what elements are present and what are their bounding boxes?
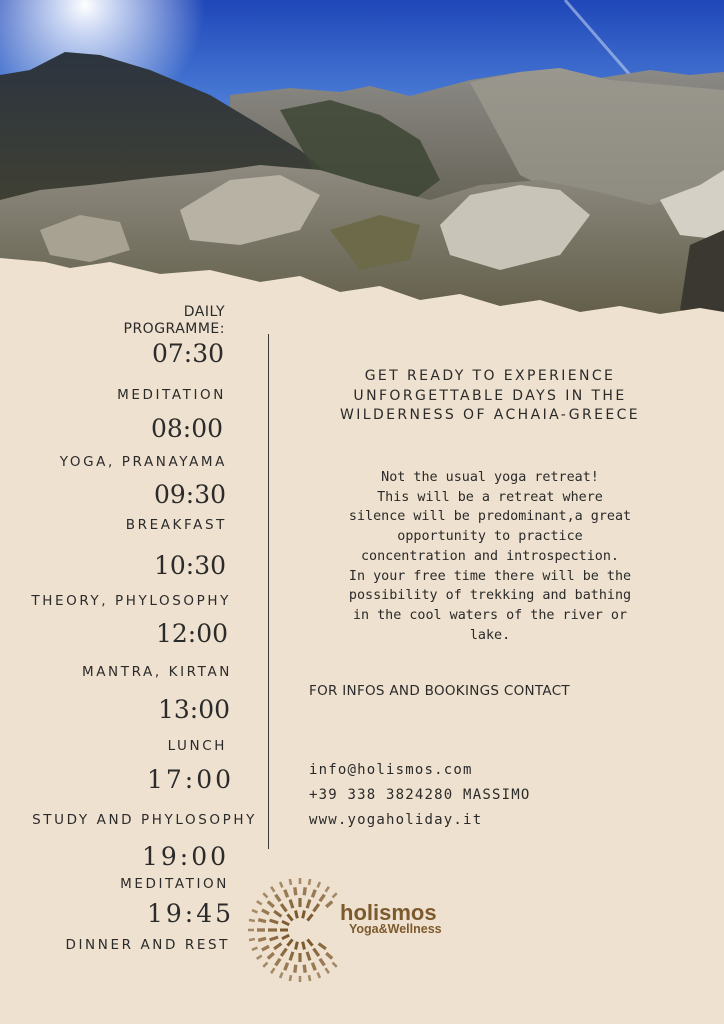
programme-title-line2: PROGRAMME: xyxy=(123,321,225,337)
description-line: In your free time there will be the xyxy=(348,568,632,584)
schedule-time: 19:00 xyxy=(141,842,229,871)
logo-ray xyxy=(285,890,288,897)
logo-ray xyxy=(271,968,274,973)
logo-ray xyxy=(307,900,310,909)
logo-ray xyxy=(281,949,286,956)
logo-ray xyxy=(320,959,325,966)
logo-ray xyxy=(290,975,291,981)
logo-ray xyxy=(307,914,312,920)
schedule-activity: MEDITATION xyxy=(120,876,229,892)
logo-ray xyxy=(290,900,293,909)
logo-ray xyxy=(262,910,269,914)
logo-ray xyxy=(318,973,320,979)
programme-title xyxy=(110,304,225,338)
logo-ray xyxy=(296,911,298,919)
programme-title-line1: DAILY xyxy=(183,304,225,320)
description-line: This will be a retreat where xyxy=(377,489,603,505)
schedule-activity: DINNER AND REST xyxy=(65,937,230,953)
logo-ray xyxy=(282,935,289,938)
logo-ray xyxy=(258,938,266,940)
logo-ray xyxy=(270,937,279,940)
schedule-time: 13:00 xyxy=(157,695,230,724)
headline-line: WILDERNESS OF ACHAIA-GREECE xyxy=(339,407,641,423)
logo-ray xyxy=(309,975,310,981)
description-line: lake. xyxy=(469,627,511,643)
schedule-time: 17:00 xyxy=(146,765,234,794)
logo-ray xyxy=(276,959,281,966)
logo-ray xyxy=(249,920,255,921)
logo-ray xyxy=(280,973,282,979)
logo-ray xyxy=(296,942,298,950)
description-line: in the cool waters of the river or xyxy=(352,607,628,623)
logo-ray xyxy=(295,965,296,973)
logo-ray xyxy=(309,879,310,885)
retreat-description xyxy=(300,468,680,645)
logo-ray xyxy=(303,911,305,919)
logo-ray xyxy=(276,895,281,902)
logo-ray xyxy=(270,920,279,923)
logo-ray xyxy=(333,893,337,897)
logo-ray xyxy=(282,921,289,924)
logo-ray xyxy=(312,890,315,897)
schedule-activity: MEDITATION xyxy=(117,387,226,403)
logo-ray xyxy=(288,939,293,945)
logo-ray xyxy=(307,939,312,945)
logo-ray xyxy=(333,963,337,967)
schedule-activity: BREAKFAST xyxy=(125,517,227,533)
logo-ray xyxy=(326,887,329,892)
headline xyxy=(300,367,680,426)
logo-ray xyxy=(326,901,332,906)
logo-ray xyxy=(252,948,258,950)
logo-ray xyxy=(290,879,291,885)
brand-name: holismos xyxy=(340,900,437,925)
logo-ray xyxy=(314,904,319,911)
logo-ray xyxy=(252,910,258,912)
schedule-activity: YOGA, PRANAYAMA xyxy=(59,454,227,470)
logo-ray xyxy=(281,904,286,911)
logo-ray xyxy=(268,901,274,906)
schedule-time: 08:00 xyxy=(150,414,223,443)
description-line: concentration and introspection. xyxy=(361,548,619,564)
contact-website-link[interactable]: www.yogaholiday.it xyxy=(309,812,483,828)
contact-phone-link[interactable]: +39 338 3824280 MASSIMO xyxy=(309,787,531,803)
logo-ray xyxy=(288,914,293,920)
logo-ray xyxy=(285,963,288,970)
schedule-time: 09:30 xyxy=(153,480,226,509)
logo-ray xyxy=(303,942,305,950)
brand-tagline: Yoga&Wellness xyxy=(349,922,442,936)
schedule-activity: LUNCH xyxy=(167,738,227,754)
logo-ray xyxy=(304,887,305,895)
headline-line: UNFORGETTABLE DAYS IN THE xyxy=(353,387,627,404)
column-divider xyxy=(268,334,269,849)
logo-ray xyxy=(274,911,281,916)
contact-heading: FOR INFOS AND BOOKINGS CONTACT xyxy=(309,683,570,699)
logo-ray xyxy=(271,887,274,892)
description-line: silence will be predominant,a great xyxy=(348,509,632,525)
schedule-time: 19:45 xyxy=(146,899,234,928)
logo-ray xyxy=(290,952,293,961)
logo-ray xyxy=(314,949,319,956)
logo-ray xyxy=(304,965,305,973)
logo-ray xyxy=(258,920,266,922)
logo-ray xyxy=(263,893,267,897)
logo-ray xyxy=(262,946,269,950)
holismos-logo-icon xyxy=(240,868,355,983)
logo-ray xyxy=(319,944,326,949)
schedule-activity: MANTRA, KIRTAN xyxy=(81,664,232,680)
logo-ray xyxy=(318,882,320,888)
mountain-photo xyxy=(0,0,724,330)
logo-ray xyxy=(326,953,332,958)
logo-ray xyxy=(326,968,329,973)
logo-ray xyxy=(274,944,281,949)
logo-ray xyxy=(268,953,274,958)
logo-ray xyxy=(263,963,267,967)
logo-ray xyxy=(307,952,310,961)
logo-ray xyxy=(257,956,262,959)
schedule-activity: STUDY AND PHYLOSOPHY xyxy=(32,812,257,828)
schedule-activity: THEORY, PHYLOSOPHY xyxy=(31,593,231,609)
logo-ray xyxy=(320,895,325,902)
logo-ray xyxy=(249,939,255,940)
logo-ray xyxy=(312,963,315,970)
description-line: Not the usual yoga retreat! xyxy=(381,470,599,485)
contact-email-link[interactable]: info@holismos.com xyxy=(309,762,473,778)
schedule-time: 10:30 xyxy=(153,551,226,580)
logo-ray xyxy=(295,887,296,895)
logo-ray xyxy=(257,901,262,904)
headline-line: GET READY TO EXPERIENCE xyxy=(364,368,616,384)
description-line: opportunity to practice xyxy=(397,529,583,545)
schedule-time: 07:30 xyxy=(151,339,224,368)
description-line: possibility of trekking and bathing xyxy=(348,588,632,604)
schedule-time: 12:00 xyxy=(155,619,228,648)
logo-ray xyxy=(280,882,282,888)
